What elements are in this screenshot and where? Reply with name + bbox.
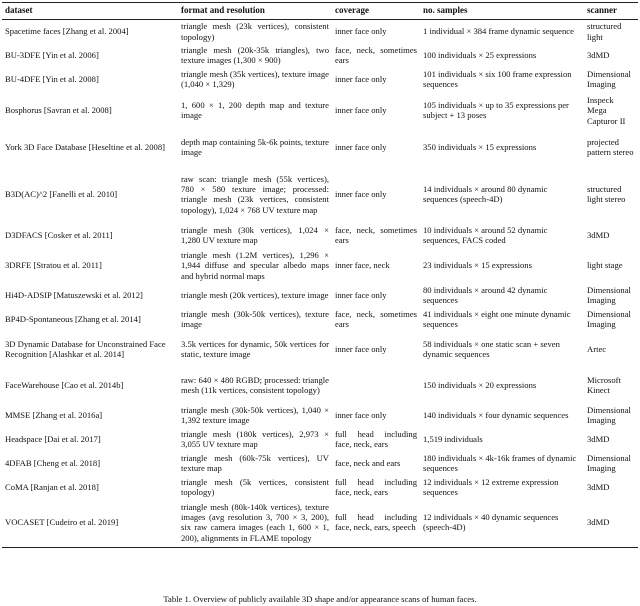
table-row <box>2 403 638 427</box>
cell-format: triangle mesh (180k vertices), 2,973 × 3,055 UV texture map <box>181 428 329 450</box>
cell-samples: 101 individuals × six 100 frame expression sequences <box>423 68 572 90</box>
cell-dataset: VOCASET [Cudeiro et al. 2019] <box>2 499 178 547</box>
cell-samples: 14 individuals × around 80 dynamic sequences (speech-4D) <box>423 183 548 205</box>
cell-samples: 80 individuals × around 42 dynamic sequences <box>423 284 548 306</box>
cell-coverage <box>332 367 420 403</box>
cell-dataset: FaceWarehouse [Cao et al. 2014b] <box>5 380 124 391</box>
table-row <box>2 307 638 331</box>
cell-format: triangle mesh (30k-50k vertices), 1,040 × 1,392 texture image <box>181 404 329 426</box>
cell-dataset: BU-3DFE [Yin et al. 2006] <box>5 50 99 61</box>
cell-scanner: Inspeck Mega Capturor II <box>587 94 626 126</box>
cell-dataset: Headspace [Dai et al. 2017] <box>5 434 101 445</box>
cell-format: raw scan: triangle mesh (55k vertices), 780 × 580 texture image; processed: triangle mesh (23k vertices, consistent topology), 1,024 × 768 UV texture map <box>181 173 329 215</box>
cell-scanner: Microsoft Kinect <box>587 374 621 396</box>
cell-dataset: York 3D Face Database [Heseltine et al. 2008] <box>5 142 165 153</box>
cell-dataset: BP4D-Spontaneous [Zhang et al. 2014] <box>5 314 141 325</box>
cell-samples: 1,519 individuals <box>423 434 483 445</box>
cell-samples: 23 individuals × 15 expressions <box>423 260 532 271</box>
cell-scanner: Dimensional Imaging <box>587 452 631 474</box>
cell-scanner: 3dMD <box>587 230 610 241</box>
cell-scanner: Artec <box>587 344 607 355</box>
cell-samples: 12 individuals × 12 extreme expression sequences <box>423 476 559 498</box>
table-row <box>2 247 638 283</box>
cell-coverage: full head including face, neck, ears, speech <box>332 499 420 547</box>
table-row <box>2 165 638 223</box>
cell-scanner: projected pattern stereo <box>587 136 634 158</box>
cell-scanner: 3dMD <box>587 434 610 445</box>
cell-scanner: 3dMD <box>587 482 610 493</box>
cell-coverage: inner face only <box>335 410 387 421</box>
cell-format: 3.5k vertices for dynamic, 50k vertices for static, texture image <box>181 338 329 360</box>
cell-coverage: inner face only <box>335 290 387 301</box>
table-row <box>2 91 638 129</box>
cell-format: triangle mesh (30k-50k vertices), texture image <box>181 308 329 330</box>
cell-format: triangle mesh (5k vertices, consistent topology) <box>181 476 329 498</box>
cell-samples: 350 individuals × 15 expressions <box>423 142 537 153</box>
cell-samples: 1 individual × 384 frame dynamic sequence <box>423 26 574 37</box>
table-row <box>2 43 638 67</box>
cell-format: raw: 640 × 480 RGBD; processed: triangle mesh (11k vertices, consistent topology) <box>181 374 329 396</box>
cell-coverage: full head including face, neck, ears <box>335 476 417 498</box>
cell-dataset: Spacetime faces [Zhang et al. 2004] <box>5 26 129 37</box>
cell-dataset: 3DRFE [Stratou et al. 2011] <box>5 260 102 271</box>
cell-format: triangle mesh (20k vertices), texture image <box>181 290 329 301</box>
cell-format: triangle mesh (30k vertices), 1,024 × 1,280 UV texture map <box>181 224 329 246</box>
cell-scanner: Dimensional Imaging <box>587 68 631 90</box>
table-row <box>2 19 638 43</box>
cell-coverage: inner face only <box>335 26 387 37</box>
cell-scanner: structured light <box>587 21 622 42</box>
cell-samples: 105 individuals × up to 35 expressions per subject + 13 poses <box>423 99 569 121</box>
table-row <box>2 499 638 547</box>
table-row <box>2 427 638 451</box>
cell-scanner: 3dMD <box>584 499 638 547</box>
cell-coverage: inner face, neck <box>335 260 390 271</box>
cell-samples: 58 individuals × one static scan + seven dynamic sequences <box>423 338 560 360</box>
cell-coverage: face, neck, sometimes ears <box>335 44 417 66</box>
dataset-table <box>2 2 638 548</box>
cell-coverage: face, neck, sometimes ears <box>335 224 417 246</box>
table-row <box>2 367 638 403</box>
cell-scanner: Dimensional Imaging <box>587 404 631 426</box>
cell-scanner: structured light stereo <box>587 183 626 205</box>
cell-dataset: Hi4D-ADSIP [Matuszewski et al. 2012] <box>5 290 143 301</box>
header-dataset: dataset <box>2 3 178 20</box>
header-row <box>2 3 638 20</box>
header-format: format and resolution <box>178 3 332 20</box>
cell-scanner: Dimensional Imaging <box>587 284 631 306</box>
cell-dataset: 4DFAB [Cheng et al. 2018] <box>5 458 101 469</box>
cell-coverage: face, neck and ears <box>335 458 401 469</box>
table-row <box>2 67 638 91</box>
cell-format: triangle mesh (20k-35k triangles), two texture images (1,300 × 900) <box>181 44 329 66</box>
cell-scanner: 3dMD <box>587 50 610 61</box>
table-row <box>2 451 638 475</box>
cell-samples: 180 individuals × 4k-16k frames of dynamic sequences <box>423 452 577 474</box>
table-row <box>2 331 638 367</box>
cell-samples: 10 individuals × around 52 dynamic sequences, FACS coded <box>423 224 548 246</box>
cell-format: triangle mesh (23k vertices), consistent topology) <box>181 21 329 42</box>
cell-format: triangle mesh (80k-140k vertices), texture images (avg resolution 3, 700 × 3, 200), six raw camera images (each 1, 600 × 1, 200), alignments in FLAME topology <box>178 499 332 547</box>
cell-dataset: BU-4DFE [Yin et al. 2008] <box>5 74 99 85</box>
cell-coverage: face, neck, sometimes ears <box>335 308 417 330</box>
cell-format: depth map containing 5k-6k points, texture image <box>181 136 329 158</box>
cell-scanner: Dimensional Imaging <box>587 308 631 330</box>
header-coverage: coverage <box>332 3 420 20</box>
cell-dataset: D3DFACS [Cosker et al. 2011] <box>5 230 113 241</box>
cell-coverage: full head including face, neck, ears <box>335 428 417 450</box>
header-scanner: scanner <box>584 3 638 20</box>
cell-coverage: inner face only <box>335 344 387 355</box>
header-samples: no. samples <box>420 3 584 20</box>
table-row <box>2 129 638 165</box>
cell-dataset: Bosphorus [Savran et al. 2008] <box>5 105 112 116</box>
table-caption: Table 1. Overview of publicly available 3D shape and/or appearance scans of human faces. <box>163 594 477 604</box>
table-row <box>2 475 638 499</box>
cell-samples: 41 individuals × eight one minute dynamic sequences <box>423 308 571 330</box>
table-row <box>2 283 638 307</box>
cell-coverage: inner face only <box>335 74 387 85</box>
cell-format: triangle mesh (1.2M vertices), 1,296 × 1,944 diffuse and specular albedo maps and hybrid normal maps <box>181 249 329 281</box>
table-row <box>2 223 638 247</box>
cell-dataset: CoMA [Ranjan et al. 2018] <box>5 482 99 493</box>
cell-dataset: B3D(AC)^2 [Fanelli et al. 2010] <box>5 189 118 200</box>
cell-coverage: inner face only <box>335 105 387 116</box>
cell-samples: 12 individuals × 40 dynamic sequences (speech-4D) <box>420 499 584 547</box>
cell-samples: 140 individuals × four dynamic sequences <box>423 410 569 421</box>
cell-samples: 150 individuals × 20 expressions <box>423 380 537 391</box>
table-body <box>2 19 638 547</box>
cell-samples: 100 individuals × 25 expressions <box>423 50 537 61</box>
cell-format: 1, 600 × 1, 200 depth map and texture image <box>181 99 329 121</box>
cell-coverage: inner face only <box>335 142 387 153</box>
cell-format: triangle mesh (60k-75k vertices), UV texture map <box>181 452 329 474</box>
cell-scanner: light stage <box>587 260 623 271</box>
cell-coverage: inner face only <box>335 189 387 200</box>
cell-dataset: MMSE [Zhang et al. 2016a] <box>5 410 103 421</box>
cell-dataset: 3D Dynamic Database for Unconstrained Face Recognition [Alashkar et al. 2014] <box>5 338 166 360</box>
cell-format: triangle mesh (35k vertices), texture image (1,040 × 1,329) <box>181 68 329 90</box>
